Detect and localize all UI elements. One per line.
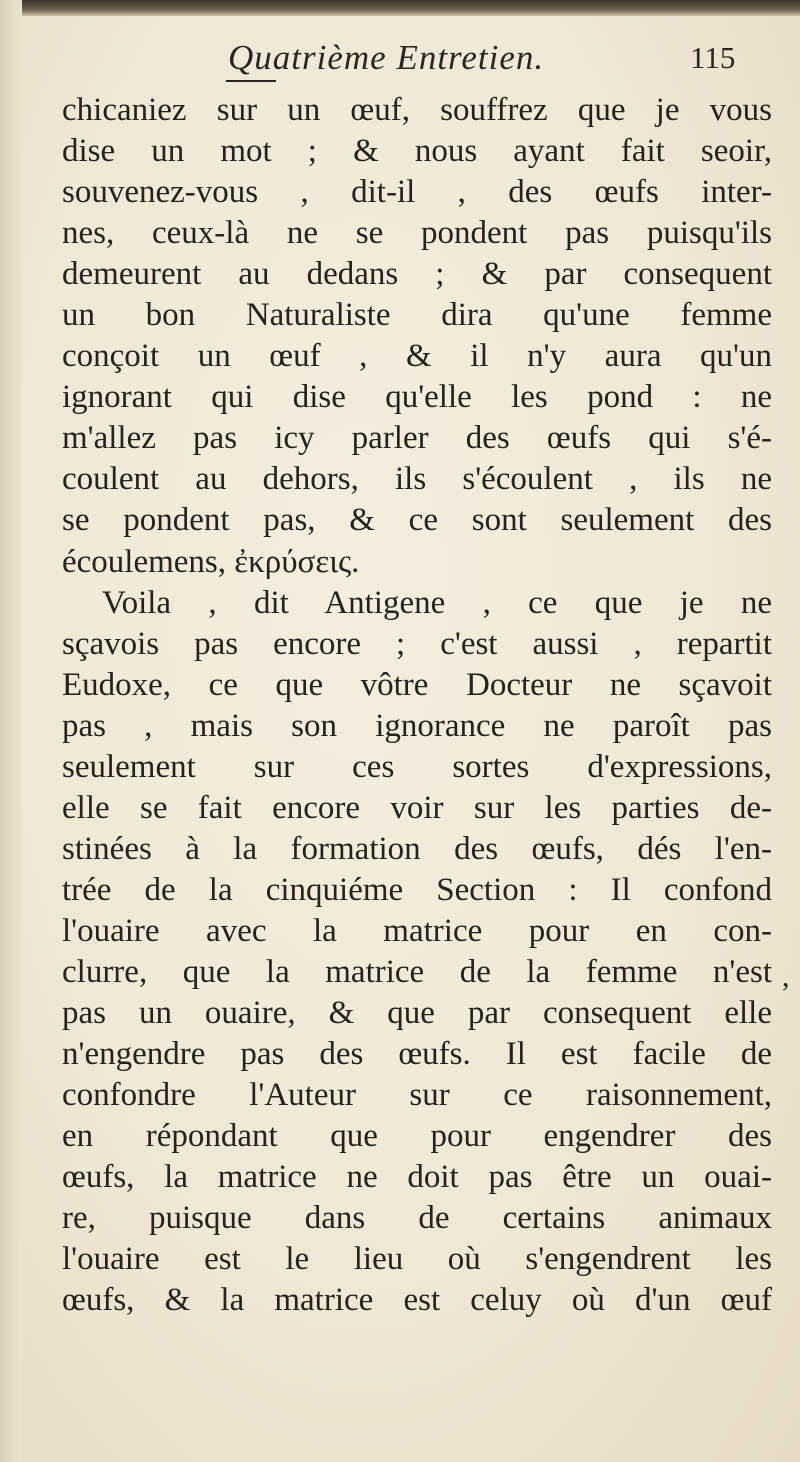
text-line: re, puisque dans de certains animaux [62, 1200, 772, 1237]
text-line: sçavois pas encore ; c'est aussi , repartit [62, 625, 772, 662]
text-line: stinées à la formation des œufs, dés l'en- [62, 830, 772, 867]
margin-mark: , [782, 960, 790, 993]
text-line: chicaniez sur un œuf, souffrez que je vous [62, 92, 772, 128]
text-line: clurre, que la matrice de la femme n'est [62, 953, 772, 990]
text-line: ignorant qui dise qu'elle les pond : ne [62, 379, 772, 416]
text-line: seulement sur ces sortes d'expressions, [62, 748, 772, 785]
text-line: demeurent au dedans ; & par consequent [62, 256, 772, 293]
text-line: pas un ouaire, & que par consequent elle [62, 995, 772, 1032]
running-head: Quatrième Entretien. [228, 38, 545, 77]
text-line: trée de la cinquiéme Section : Il confond [62, 871, 772, 908]
page-number: 115 [690, 40, 736, 75]
text-line: en répondant que pour engendrer des [62, 1118, 772, 1155]
text-line: l'ouaire est le lieu où s'engendrent les [62, 1241, 772, 1278]
paragraph-end-line: écoulemens, ἐκρύσεις. [62, 543, 360, 580]
text-line: coulent au dehors, ils s'écoulent , ils ne [62, 461, 772, 498]
text-line: Eudoxe, ce que vôtre Docteur ne sçavoit [62, 666, 772, 703]
text-line: un bon Naturaliste dira qu'une femme [62, 297, 772, 334]
text-line: souvenez-vous , dit-il , des œufs inter- [62, 174, 772, 211]
text-line: m'allez pas icy parler des œufs qui s'é- [62, 420, 772, 457]
text-line: n'engendre pas des œufs. Il est facile de [62, 1036, 772, 1073]
text-line: se pondent pas, & ce sont seulement des [62, 502, 772, 539]
text-line: l'ouaire avec la matrice pour en con- [62, 912, 772, 949]
text-line: elle se fait encore voir sur les parties de- [62, 789, 772, 826]
paragraph-start-line: Voila , dit Antigene , ce que je ne [102, 584, 772, 621]
running-head-underline [226, 80, 276, 82]
text-line: œufs, & la matrice est celuy où d'un œuf [62, 1282, 772, 1319]
text-line: pas , mais son ignorance ne paroît pas [62, 707, 772, 744]
text-line: dise un mot ; & nous ayant fait seoir, [62, 133, 772, 170]
book-gutter-edge [0, 0, 22, 1462]
book-top-edge [0, 0, 800, 16]
text-line: confondre l'Auteur sur ce raisonnement, [62, 1077, 772, 1114]
text-line: nes, ceux-là ne se pondent pas puisqu'ils [62, 215, 772, 252]
text-line: œufs, la matrice ne doit pas être un ouai- [62, 1159, 772, 1196]
text-line: conçoit un œuf , & il n'y aura qu'un [62, 338, 772, 375]
body-text [62, 90, 772, 1321]
